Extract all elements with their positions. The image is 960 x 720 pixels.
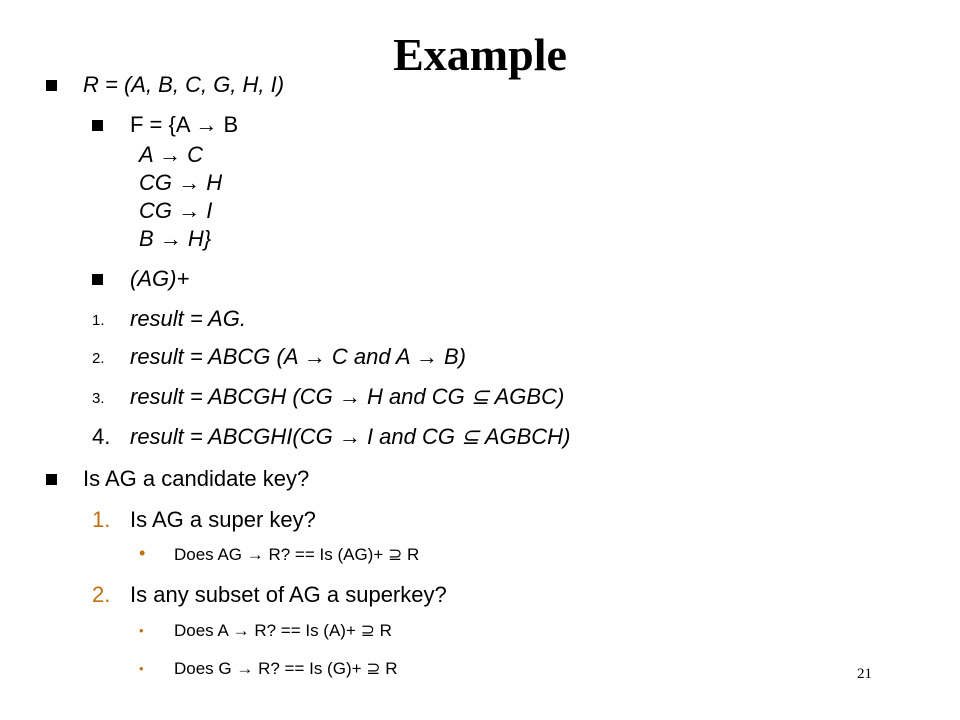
bullet-square [46, 474, 57, 485]
bullet-text: Does G → R? == Is (G)+ ⊇ R [174, 659, 398, 678]
step-number: 2. [92, 350, 105, 367]
fd-item: A → C [139, 142, 203, 167]
fd-item: B → H} [139, 226, 212, 251]
bullet-square [92, 274, 103, 285]
bullet-dot: • [139, 623, 144, 638]
step-text: result = ABCG (A → C and A → B) [130, 344, 467, 369]
step-number: 4. [92, 424, 111, 449]
slide-title: Example [393, 29, 567, 80]
sub-number: 1. [92, 507, 111, 532]
page-number: 21 [857, 666, 872, 682]
bullet-dot: • [139, 543, 146, 563]
fd-item: CG → H [139, 170, 223, 195]
step-text: result = ABCGHI(CG → I and CG ⊆ AGBCH) [130, 424, 571, 449]
closure-heading: (AG)+ [130, 266, 190, 291]
sub-text: Is AG a super key? [130, 507, 316, 532]
bullet-text: Does AG → R? == Is (AG)+ ⊇ R [174, 545, 420, 564]
bullet-dot: • [139, 661, 144, 676]
bullet-square [46, 80, 57, 91]
step-text: result = AG. [130, 306, 246, 331]
relation-text: R = (A, B, C, G, H, I) [83, 72, 285, 97]
fd-item: CG → I [139, 198, 213, 223]
sub-text: Is any subset of AG a superkey? [130, 582, 447, 607]
sub-number: 2. [92, 582, 111, 607]
bullet-text: Does A → R? == Is (A)+ ⊇ R [174, 621, 392, 640]
step-text: result = ABCGH (CG → H and CG ⊆ AGBC) [130, 384, 565, 409]
step-number: 3. [92, 390, 105, 407]
step-number: 1. [92, 312, 105, 329]
bullet-square [92, 120, 103, 131]
question-text: Is AG a candidate key? [83, 466, 310, 491]
fd-label: F = {A → B [130, 112, 239, 137]
